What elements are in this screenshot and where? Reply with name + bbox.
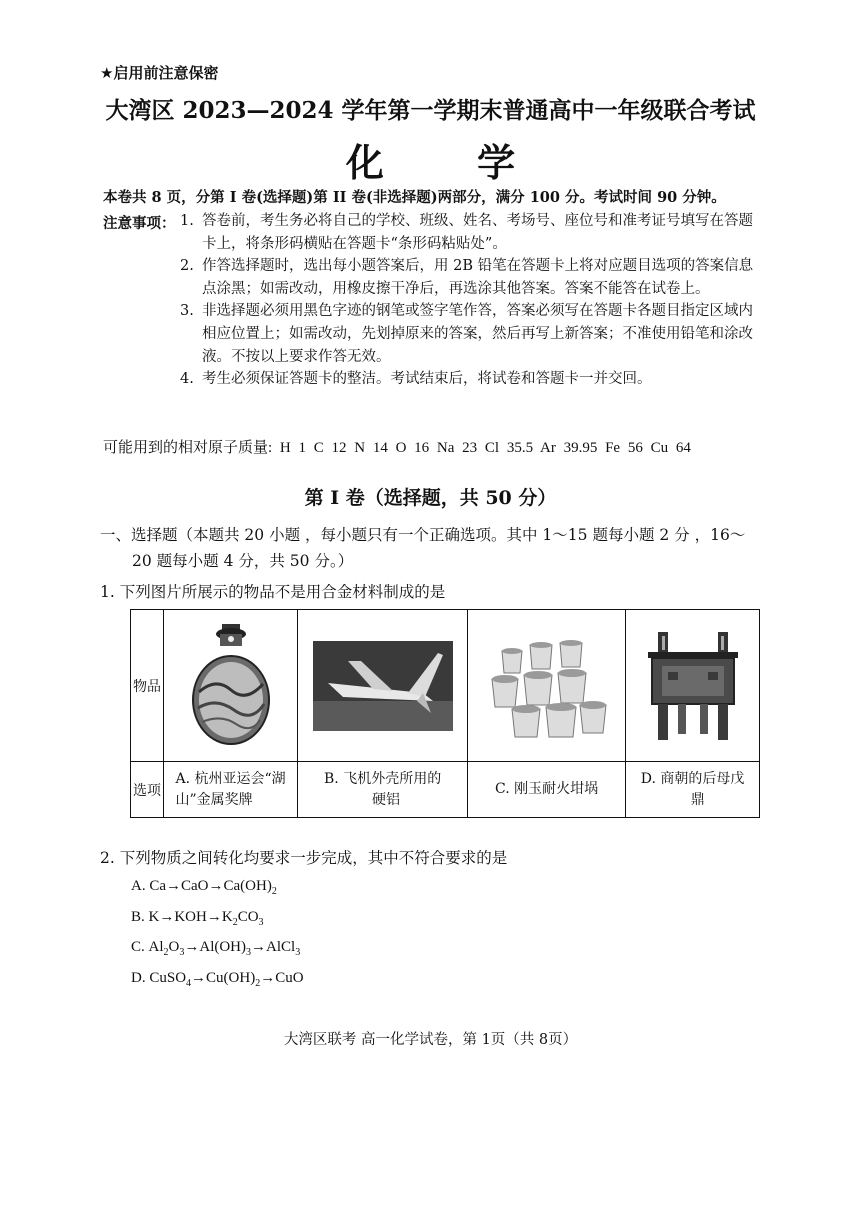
notice-item xyxy=(180,210,758,255)
formula-part: 3 xyxy=(295,947,301,958)
question-2-stem: 2. 下列物质之间转化均要求一步完成，其中不符合要求的是 xyxy=(100,849,508,867)
formula-part: O xyxy=(168,939,180,955)
question-2-option xyxy=(131,968,304,999)
option-d xyxy=(626,762,760,818)
row-label-options: 选项 xyxy=(131,762,164,818)
formula-part: →CuO xyxy=(260,969,304,986)
option-c xyxy=(468,762,626,818)
question-2-options xyxy=(131,876,304,998)
notice-number: 3. xyxy=(180,303,194,320)
section-instruction xyxy=(100,522,760,574)
formula-part: 2 xyxy=(232,916,238,928)
notice-list xyxy=(180,210,758,391)
notice-text: 考生必须保证答题卡的整洁。考试结束后，将试卷和答题卡一并交回。 xyxy=(202,371,652,388)
formula-part: CO xyxy=(237,908,259,925)
bronze-ding-image xyxy=(626,610,760,762)
aircraft-image xyxy=(298,610,468,762)
formula-part: 3 xyxy=(258,916,264,928)
option-text: 山”金属奖牌 xyxy=(175,791,253,808)
page-footer: 大湾区联考 高一化学试卷，第 1页（共 8页） xyxy=(283,1032,578,1048)
notice-text: 答卷前，考生务必将自己的学校、班级、姓名、考场号、座位号和准考证号填写在答题卡上，将条形码横贴在答题卡“条形码粘贴处”。 xyxy=(202,213,753,252)
notice-number: 1. xyxy=(180,213,194,229)
formula-part: 2 xyxy=(271,886,277,897)
exam-title: 大湾区 2023—2024 学年第一学期末普通高中一年级联合考试 xyxy=(105,97,756,124)
notice-number: 2. xyxy=(180,258,194,275)
instruction-line: 20 题每小题 4 分，共 50 分。） xyxy=(132,552,354,570)
formula-part: CuSO xyxy=(149,969,187,986)
option-text: B. 飞机外壳所用的 xyxy=(324,770,442,787)
formula-part: 2 xyxy=(255,977,261,989)
question-1-table xyxy=(130,609,760,818)
formula-part: 3 xyxy=(179,947,185,958)
instruction-line: 一、选择题（本题共 20 小题 ，每小题只有一个正确选项。其中 1～15 题每小题 2 分 ，16～ xyxy=(100,526,746,544)
confidential-mark: ★启用前注意保密 xyxy=(100,64,219,82)
notice-item xyxy=(180,300,758,368)
option-label: B. xyxy=(131,908,149,925)
formula-part: 3 xyxy=(246,947,252,958)
question-2-option xyxy=(131,876,304,907)
option-text: C. 刚玉耐火坩埚 xyxy=(495,781,599,797)
notice-item xyxy=(180,368,758,391)
formula-part: →Cu(OH) xyxy=(191,969,256,986)
formula-part: Al xyxy=(148,939,164,955)
option-text: 硬铝 xyxy=(372,791,400,808)
option-label: D. xyxy=(131,969,150,986)
row-label-items: 物品 xyxy=(131,610,164,762)
formula-part: 4 xyxy=(186,977,192,989)
question-1-stem: 1. 下列图片所展示的物品不是用合金材料制成的是 xyxy=(100,583,446,601)
formula-part: →Al(OH) xyxy=(184,939,247,955)
crucible-image xyxy=(468,610,626,762)
question-2-option xyxy=(131,907,304,938)
medal-image xyxy=(164,610,298,762)
option-label: C. xyxy=(131,939,149,955)
notice-label: 注意事项： xyxy=(103,215,176,232)
option-a xyxy=(164,762,298,818)
formula-part: K→KOH→K xyxy=(148,908,233,925)
question-2-option xyxy=(131,937,304,968)
option-text: A. 杭州亚运会“湖 xyxy=(175,770,286,787)
notice-item xyxy=(180,255,758,300)
option-text: D. 商朝的后母戊 xyxy=(640,770,745,787)
formula-part: 2 xyxy=(163,947,169,958)
notice-number: 4. xyxy=(180,371,194,388)
option-b xyxy=(298,762,468,818)
section-title: 第 I 卷（选择题，共 50 分） xyxy=(304,487,557,509)
exam-intro: 本卷共 8 页，分第 I 卷(选择题)第 II 卷(非选择题)两部分，满分 100 分。考试时间 90 分钟。 xyxy=(103,189,726,206)
option-text: 鼎 xyxy=(690,791,705,808)
notice-text: 作答选择题时，选出每小题答案后，用 2B 铅笔在答题卡上将对应题目选项的答案信息点涂黑；如需改动，用橡皮擦干净后，再选涂其他答案。答案不能答在试卷上。 xyxy=(202,258,754,297)
formula-part: →AlCl xyxy=(251,939,296,955)
formula-part: Ca→CaO→Ca(OH) xyxy=(149,878,272,894)
subject-title: 化 学 xyxy=(345,140,556,185)
option-label: A. xyxy=(131,878,150,894)
notice-text: 非选择题必须用黑色字迹的钢笔或签字笔作答，答案必须写在答题卡各题目指定区域内相应位置上；如需改动，先划掉原来的答案，然后再写上新答案；不准使用铅笔和涂改液。不按以上要求作答无效。 xyxy=(202,303,753,365)
atomic-masses: 可能用到的相对原子质量: H 1 C 12 N 14 O 16 Na 23 Cl 35.5 Ar 39.95 Fe 56 Cu 64 xyxy=(103,440,691,456)
